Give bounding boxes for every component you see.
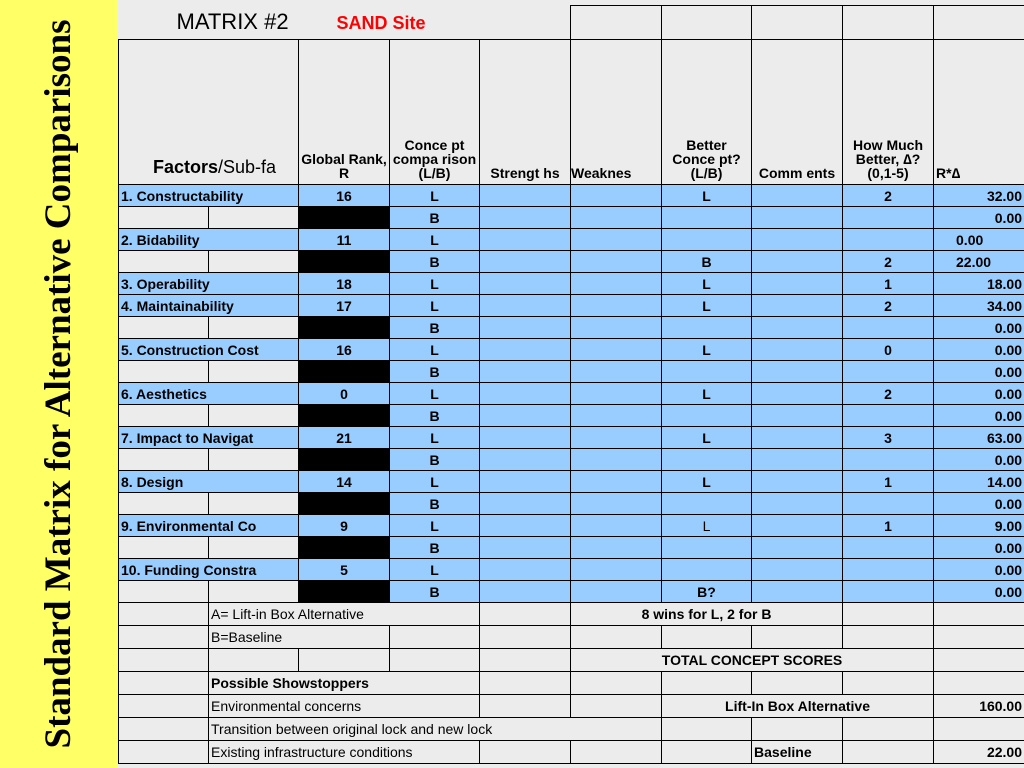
empty-cell — [571, 626, 662, 649]
legend-a: A= Lift-in Box Alternative — [209, 603, 480, 626]
strengths-cell — [480, 493, 571, 515]
total-label: TOTAL CONCEPT SCORES — [571, 649, 934, 672]
header-weaknesses: Weaknes — [571, 40, 662, 185]
footer-row — [119, 603, 1024, 626]
header-rdelta: R*∆ — [934, 40, 1024, 185]
empty-cell — [209, 317, 299, 339]
better-cell — [662, 207, 752, 229]
comments-cell — [752, 207, 843, 229]
rank-cell: 14 — [299, 471, 390, 493]
table-row — [119, 273, 1024, 295]
table-row — [119, 559, 1024, 581]
delta-cell — [843, 317, 934, 339]
rdelta-cell: 32.00 — [934, 185, 1024, 207]
comparison-cell: B — [390, 361, 480, 383]
comments-cell — [752, 229, 843, 251]
delta-cell — [843, 405, 934, 427]
factor-cell — [119, 361, 209, 383]
side-title: Standard Matrix for Alternative Comparisons — [38, 19, 79, 749]
factor-cell: 5. Construction Cost — [119, 339, 299, 361]
delta-cell: 1 — [843, 471, 934, 493]
comparison-cell: B — [390, 251, 480, 273]
empty-cell — [934, 626, 1024, 649]
comments-cell — [752, 317, 843, 339]
weaknesses-cell — [571, 581, 662, 603]
better-cell — [662, 537, 752, 559]
rdelta-cell: 63.00 — [934, 427, 1024, 449]
showstoppers-label: Possible Showstoppers — [209, 672, 480, 695]
empty-cell — [934, 649, 1024, 672]
strengths-cell — [480, 295, 571, 317]
empty-cell — [390, 649, 480, 672]
strengths-cell — [480, 405, 571, 427]
strengths-cell — [480, 559, 571, 581]
table-row — [119, 207, 1024, 229]
empty-cell — [119, 672, 209, 695]
blackout-cell — [299, 361, 390, 383]
table-row — [119, 251, 1024, 273]
spreadsheet — [118, 0, 1024, 768]
strengths-cell — [480, 273, 571, 295]
footer-row — [119, 718, 1024, 741]
comparison-cell: L — [390, 559, 480, 581]
comparison-cell: L — [390, 273, 480, 295]
comments-cell — [752, 405, 843, 427]
delta-cell: 1 — [843, 273, 934, 295]
empty-cell — [119, 603, 209, 626]
weaknesses-cell — [571, 559, 662, 581]
env-concerns: Environmental concerns — [209, 695, 480, 718]
rank-cell: 16 — [299, 185, 390, 207]
empty-cell — [480, 741, 571, 764]
rdelta-cell: 0.00 — [934, 207, 1024, 229]
table-row — [119, 405, 1024, 427]
factor-cell: 1. Constructability — [119, 185, 299, 207]
rank-cell: 21 — [299, 427, 390, 449]
comparison-cell: B — [390, 207, 480, 229]
weaknesses-cell — [571, 273, 662, 295]
footer-row — [119, 626, 1024, 649]
factor-cell — [119, 405, 209, 427]
footer-row — [119, 672, 1024, 695]
weaknesses-cell — [571, 493, 662, 515]
delta-cell — [843, 559, 934, 581]
empty-cell — [480, 626, 571, 649]
better-cell — [662, 361, 752, 383]
rdelta-cell: 14.00 — [934, 471, 1024, 493]
strengths-cell — [480, 581, 571, 603]
comparison-cell: B — [390, 537, 480, 559]
empty-cell — [662, 672, 752, 695]
table-row — [119, 185, 1024, 207]
rank-cell: 9 — [299, 515, 390, 537]
comments-cell — [752, 515, 843, 537]
empty-cell — [480, 603, 571, 626]
factor-cell — [119, 493, 209, 515]
comparison-cell: L — [390, 515, 480, 537]
empty-cell — [209, 449, 299, 471]
better-cell: L — [662, 427, 752, 449]
weaknesses-cell — [571, 317, 662, 339]
rank-cell: 17 — [299, 295, 390, 317]
header-better: Better Conce pt? (L/B) — [662, 40, 752, 185]
factor-cell — [119, 251, 209, 273]
rdelta-cell: 0.00 — [934, 405, 1024, 427]
blackout-cell — [299, 207, 390, 229]
legend-b: B=Baseline — [209, 626, 390, 649]
comparison-cell: B — [390, 449, 480, 471]
delta-cell — [843, 229, 934, 251]
delta-cell: 0 — [843, 339, 934, 361]
weaknesses-cell — [571, 405, 662, 427]
table-row — [119, 383, 1024, 405]
factor-cell — [119, 449, 209, 471]
weaknesses-cell — [571, 251, 662, 273]
strengths-cell — [480, 449, 571, 471]
comments-cell — [752, 581, 843, 603]
better-cell: B? — [662, 581, 752, 603]
comparison-cell: B — [390, 317, 480, 339]
factor-cell — [119, 581, 209, 603]
empty-cell — [843, 603, 934, 626]
header-strengths: Strengt hs — [480, 40, 571, 185]
rdelta-cell: 0.00 — [934, 493, 1024, 515]
blackout-cell — [299, 493, 390, 515]
header-how-much: How Much Better, ∆? (0,1-5) — [843, 40, 934, 185]
delta-cell: 2 — [843, 251, 934, 273]
empty-cell — [571, 695, 662, 718]
footer-row — [119, 649, 1024, 672]
strengths-cell — [480, 471, 571, 493]
rdelta-cell: 0.00 — [934, 581, 1024, 603]
empty-cell — [752, 672, 843, 695]
strengths-cell — [480, 339, 571, 361]
delta-cell: 2 — [843, 295, 934, 317]
rdelta-cell: 0.00 — [934, 229, 1024, 251]
strengths-cell — [480, 229, 571, 251]
site-name: SAND Site — [336, 13, 426, 34]
delta-cell: 3 — [843, 427, 934, 449]
empty-cell — [209, 537, 299, 559]
table-row — [119, 317, 1024, 339]
comparison-cell: L — [390, 229, 480, 251]
better-cell — [662, 229, 752, 251]
comments-cell — [752, 383, 843, 405]
table-row — [119, 361, 1024, 383]
comparison-cell: L — [390, 471, 480, 493]
delta-cell — [843, 449, 934, 471]
weaknesses-cell — [571, 471, 662, 493]
blackout-cell — [299, 537, 390, 559]
empty-cell — [752, 626, 843, 649]
strengths-cell — [480, 361, 571, 383]
rdelta-cell: 0.00 — [934, 383, 1024, 405]
rdelta-cell: 0.00 — [934, 339, 1024, 361]
comparison-cell: L — [390, 339, 480, 361]
title-row — [119, 6, 1024, 40]
empty-cell — [119, 626, 209, 649]
comments-cell — [752, 339, 843, 361]
comparison-cell: B — [390, 493, 480, 515]
rdelta-cell: 0.00 — [934, 559, 1024, 581]
rdelta-cell: 22.00 — [934, 251, 1024, 273]
better-cell: L — [662, 383, 752, 405]
better-cell: L — [662, 185, 752, 207]
weaknesses-cell — [571, 515, 662, 537]
side-panel — [0, 0, 118, 768]
rdelta-cell: 18.00 — [934, 273, 1024, 295]
comparison-cell: B — [390, 581, 480, 603]
comments-cell — [752, 559, 843, 581]
rdelta-cell: 9.00 — [934, 515, 1024, 537]
footer-row — [119, 741, 1024, 764]
delta-cell — [843, 207, 934, 229]
liftin-score: 160.00 — [934, 695, 1024, 718]
rdelta-cell: 0.00 — [934, 449, 1024, 471]
table-row — [119, 295, 1024, 317]
comparison-cell: L — [390, 427, 480, 449]
comments-cell — [752, 273, 843, 295]
empty-cell — [752, 718, 843, 741]
header-factors: Factors — [153, 157, 219, 177]
factor-cell: 6. Aesthetics — [119, 383, 299, 405]
empty-cell — [209, 649, 299, 672]
baseline-score: 22.00 — [934, 741, 1024, 764]
blackout-cell — [299, 317, 390, 339]
weaknesses-cell — [571, 427, 662, 449]
table-row — [119, 427, 1024, 449]
empty-cell — [119, 695, 209, 718]
footer-row — [119, 695, 1024, 718]
table-row — [119, 339, 1024, 361]
delta-cell — [843, 581, 934, 603]
header-row — [119, 40, 1024, 185]
better-cell: L — [662, 273, 752, 295]
factor-cell: 9. Environmental Co — [119, 515, 299, 537]
header-global-rank: Global Rank, R — [299, 40, 390, 185]
rdelta-cell: 0.00 — [934, 317, 1024, 339]
table-row — [119, 515, 1024, 537]
empty-cell — [119, 649, 209, 672]
empty-cell — [843, 741, 934, 764]
empty-cell — [843, 626, 934, 649]
comments-cell — [752, 449, 843, 471]
empty-cell — [209, 251, 299, 273]
empty-cell — [934, 718, 1024, 741]
empty-cell — [480, 695, 571, 718]
rdelta-cell: 0.00 — [934, 537, 1024, 559]
table-row — [119, 537, 1024, 559]
weaknesses-cell — [571, 229, 662, 251]
comments-cell — [752, 471, 843, 493]
delta-cell: 2 — [843, 185, 934, 207]
weaknesses-cell — [571, 537, 662, 559]
better-cell: L — [662, 471, 752, 493]
empty-cell — [209, 361, 299, 383]
rank-cell: 18 — [299, 273, 390, 295]
empty-cell — [843, 718, 934, 741]
factor-cell: 2. Bidability — [119, 229, 299, 251]
table-row — [119, 471, 1024, 493]
empty-cell — [209, 493, 299, 515]
empty-cell — [299, 649, 390, 672]
empty-cell — [571, 741, 662, 764]
empty-cell — [843, 672, 934, 695]
weaknesses-cell — [571, 207, 662, 229]
comparison-cell: L — [390, 383, 480, 405]
empty-cell — [209, 581, 299, 603]
empty-cell — [934, 603, 1024, 626]
empty-cell — [571, 672, 662, 695]
factor-cell — [119, 317, 209, 339]
rank-cell: 11 — [299, 229, 390, 251]
empty-cell — [480, 672, 571, 695]
empty-cell — [209, 207, 299, 229]
factor-cell: 8. Design — [119, 471, 299, 493]
factor-cell: 4. Maintainability — [119, 295, 299, 317]
comments-cell — [752, 361, 843, 383]
strengths-cell — [480, 537, 571, 559]
comments-cell — [752, 493, 843, 515]
factor-cell: 10. Funding Constra — [119, 559, 299, 581]
delta-cell: 1 — [843, 515, 934, 537]
transition-text: Transition between original lock and new lock — [209, 718, 662, 741]
table-row — [119, 581, 1024, 603]
factor-cell — [119, 207, 209, 229]
strengths-cell — [480, 185, 571, 207]
matrix-title: MATRIX #2 — [176, 9, 289, 35]
strengths-cell — [480, 427, 571, 449]
comments-cell — [752, 427, 843, 449]
better-cell — [662, 559, 752, 581]
weaknesses-cell — [571, 339, 662, 361]
better-cell — [662, 317, 752, 339]
better-cell — [662, 493, 752, 515]
rank-cell: 5 — [299, 559, 390, 581]
weaknesses-cell — [571, 361, 662, 383]
delta-cell — [843, 361, 934, 383]
matrix-table — [118, 5, 1024, 764]
strengths-cell — [480, 317, 571, 339]
empty-cell — [209, 405, 299, 427]
weaknesses-cell — [571, 383, 662, 405]
comparison-cell: B — [390, 405, 480, 427]
empty-cell — [480, 649, 571, 672]
better-cell — [662, 449, 752, 471]
factor-cell — [119, 537, 209, 559]
strengths-cell — [480, 383, 571, 405]
rdelta-cell: 0.00 — [934, 361, 1024, 383]
weaknesses-cell — [571, 449, 662, 471]
better-cell: L — [662, 295, 752, 317]
infra-text: Existing infrastructure conditions — [209, 741, 480, 764]
header-concept: Conce pt compa rison (L/B) — [390, 40, 480, 185]
blackout-cell — [299, 449, 390, 471]
blackout-cell — [299, 581, 390, 603]
empty-cell — [119, 718, 209, 741]
better-cell: L — [662, 339, 752, 361]
header-comments: Comm ents — [752, 40, 843, 185]
factor-cell: 3. Operability — [119, 273, 299, 295]
table-row — [119, 449, 1024, 471]
weaknesses-cell — [571, 295, 662, 317]
better-cell — [662, 405, 752, 427]
better-cell: L — [662, 515, 752, 537]
empty-cell — [390, 626, 480, 649]
wins-text: 8 wins for L, 2 for B — [571, 603, 843, 626]
empty-cell — [662, 741, 752, 764]
factor-cell: 7. Impact to Navigat — [119, 427, 299, 449]
header-subfactors: /Sub-fa — [218, 157, 277, 177]
strengths-cell — [480, 207, 571, 229]
strengths-cell — [480, 515, 571, 537]
empty-cell — [934, 672, 1024, 695]
delta-cell — [843, 537, 934, 559]
baseline-label: Baseline — [752, 741, 843, 764]
empty-cell — [662, 626, 752, 649]
comments-cell — [752, 185, 843, 207]
empty-cell — [119, 741, 209, 764]
comments-cell — [752, 537, 843, 559]
comments-cell — [752, 295, 843, 317]
empty-cell — [662, 718, 752, 741]
weaknesses-cell — [571, 185, 662, 207]
rank-cell: 0 — [299, 383, 390, 405]
blackout-cell — [299, 405, 390, 427]
strengths-cell — [480, 251, 571, 273]
table-row — [119, 229, 1024, 251]
table-row — [119, 493, 1024, 515]
rank-cell: 16 — [299, 339, 390, 361]
rdelta-cell: 34.00 — [934, 295, 1024, 317]
comparison-cell: L — [390, 185, 480, 207]
delta-cell — [843, 493, 934, 515]
comparison-cell: L — [390, 295, 480, 317]
comments-cell — [752, 251, 843, 273]
better-cell: B — [662, 251, 752, 273]
delta-cell: 2 — [843, 383, 934, 405]
liftin-label: Lift-In Box Alternative — [662, 695, 934, 718]
blackout-cell — [299, 251, 390, 273]
